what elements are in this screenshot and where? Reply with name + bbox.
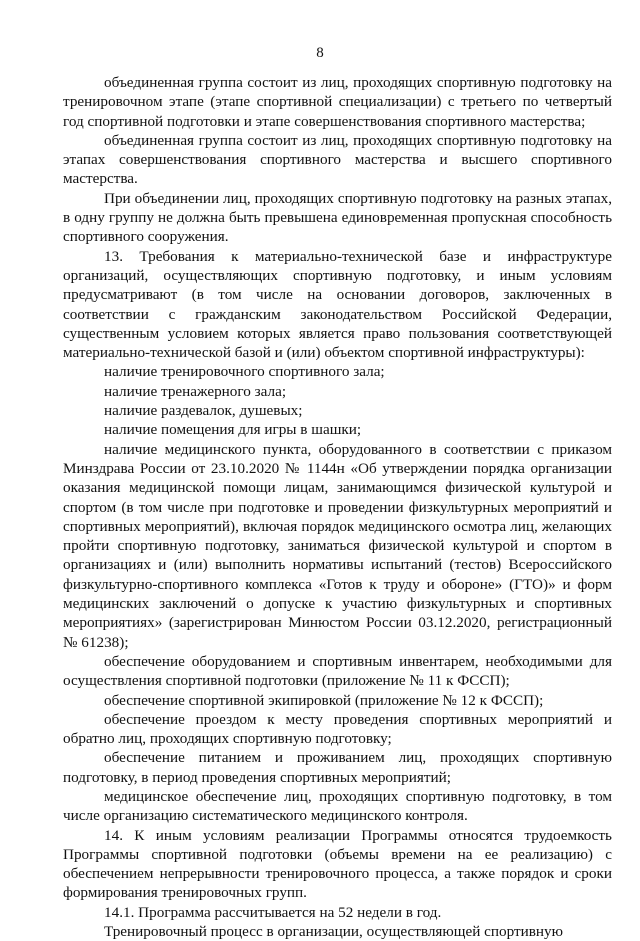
list-item-training-hall: наличие тренировочного спортивного зала; (104, 363, 385, 381)
list-item-locker-rooms: наличие раздевалок, душевых; (104, 402, 303, 420)
document-body (63, 73, 612, 941)
list-item-food-lodging: обеспечение питанием и проживанием лиц, проходящих спортивную подготовку, в период проведения спортивных мероприятий; (63, 749, 612, 786)
paragraph-section-14-1: 14.1. Программа рассчитывается на 52 недели в год. (104, 903, 442, 921)
list-item-medical-point: наличие медицинского пункта, оборудованного в соответствии с приказом Минздрава России от 23.10.2020 № 1144н «Об утверждении порядка организации оказания медицинской помощи лицам, занимающимся физической культурой и спортом (в том числе при подготовке и проведении физкультурных мероприятий и спортивных мероприятий), включая порядок медицинского осмотра лиц, желающих пройти спортивную подготовку, заниматься физической культурой и спортом в организациях и (или) выполнить нормативы испытаний (тестов) Всероссийского физкультурно-спортивного комплекса «Готов к труду и обороне» (ГТО)» и форм медицинских заключений о допуске к участию физкультурных и спортивных мероприятиях» (зарегистрирован Минюстом России 03.12.2020, регистрационный № 61238); (63, 440, 612, 651)
list-item-gym: наличие тренажерного зала; (104, 382, 287, 400)
list-item-medical-support: медицинское обеспечение лиц, проходящих спортивную подготовку, в том числе организацию систематического медицинского контроля. (63, 787, 612, 825)
paragraph-combined-group-training: объединенная группа состоит из лиц, проходящих спортивную подготовку на тренировочном этапе (этапе спортивной специализации) с третьего по четвертый год спортивной подготовки и этапе совершенствования спортивного мастерства; (63, 74, 612, 130)
paragraph-section-14-conditions: 14. К иным условиям реализации Программы относятся трудоемкость Программы спортивной подготовки (объемы времени на ее реализацию) с обеспечением непрерывности тренировочного процесса, а также порядок и сроки формирования тренировочных групп. (63, 826, 612, 902)
list-item-travel: обеспечение проездом к месту проведения спортивных мероприятий и обратно лиц, проходящих спортивную подготовку; (63, 710, 612, 748)
list-item-sports-outfit: обеспечение спортивной экипировкой (приложение № 12 к ФССП); (104, 691, 544, 709)
paragraph-combined-group-mastery: объединенная группа состоит из лиц, проходящих спортивную подготовку на этапах совершенствования спортивного мастерства и высшего спортивного мастерства. (63, 131, 612, 188)
list-item-equipment: обеспечение оборудованием и спортивным инвентарем, необходимыми для осуществления спортивной подготовки (приложение № 11 к ФССП); (63, 652, 612, 690)
page-number: 8 (316, 45, 324, 61)
list-item-checkers-room: наличие помещения для игры в шашки; (104, 421, 362, 439)
paragraph-group-capacity: При объединении лиц, проходящих спортивную подготовку на разных этапах, в одну группу не должна быть превышена единовременная пропускная способность спортивного сооружения. (63, 189, 612, 246)
paragraph-section-13-requirements: 13. Требования к материально-технической базе и инфраструктуре организаций, осуществляющих спортивную подготовку, и иным условиям предусматривают (в том числе на основании договоров, заключенных в соответствии с гражданским законодательством Российской Федерации, существенным условием которых является право пользования соответствующей материально-технической базой и (или) объектом спортивной инфраструктуры): (63, 247, 612, 362)
paragraph-training-process: Тренировочный процесс в организации, осуществляющей спортивную (104, 923, 563, 941)
